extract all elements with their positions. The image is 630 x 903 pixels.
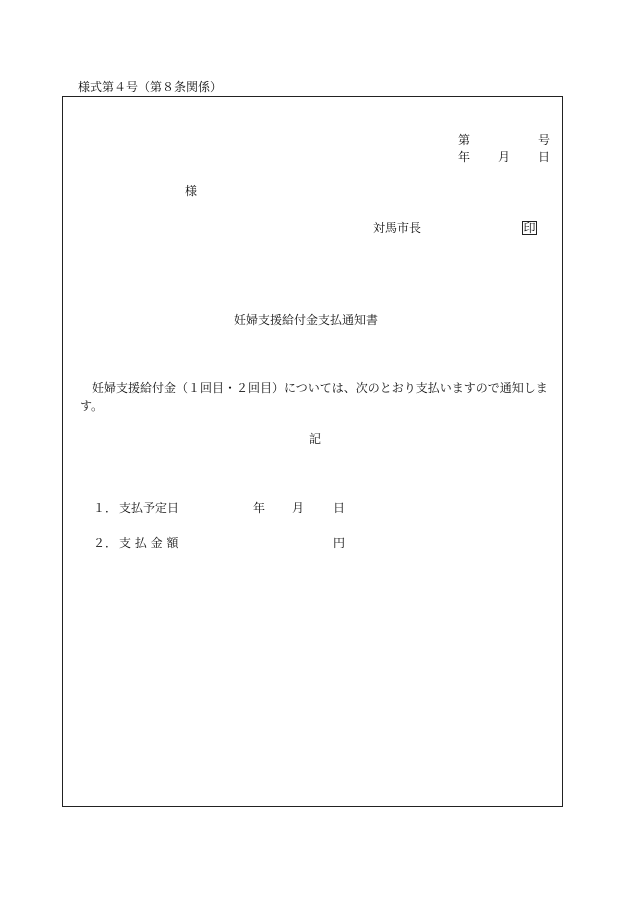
item-1-number: １． xyxy=(93,501,118,515)
form-frame xyxy=(62,96,563,807)
body-text: 妊婦支援給付金（１回目・２回目）については、次のとおり支払いますので通知します。 xyxy=(80,381,548,413)
document-title: 妊婦支援給付金支払通知書 xyxy=(234,313,379,327)
number-prefix: 第 xyxy=(458,133,471,147)
item-1-month: 月 xyxy=(292,501,305,515)
date-month-label: 月 xyxy=(498,150,511,164)
issuer-title: 対馬市長 xyxy=(373,221,422,235)
item-1-year: 年 xyxy=(253,501,266,515)
ki-label: 記 xyxy=(309,432,322,446)
number-suffix: 号 xyxy=(538,133,551,147)
body-indent xyxy=(80,381,92,395)
seal-mark: 印 xyxy=(523,221,536,235)
form-label: 様式第４号（第８条関係） xyxy=(78,80,223,94)
date-year-label: 年 xyxy=(458,150,471,164)
item-2-unit: 円 xyxy=(333,536,346,550)
date-day-label: 日 xyxy=(538,150,551,164)
recipient-honorific: 様 xyxy=(185,184,198,198)
item-2-number: ２． xyxy=(93,536,118,550)
item-1-label: 支払予定日 xyxy=(119,501,180,515)
body-paragraph xyxy=(80,379,556,415)
item-2-label: 支 払 金 額 xyxy=(119,536,179,550)
item-1-day: 日 xyxy=(333,501,346,515)
